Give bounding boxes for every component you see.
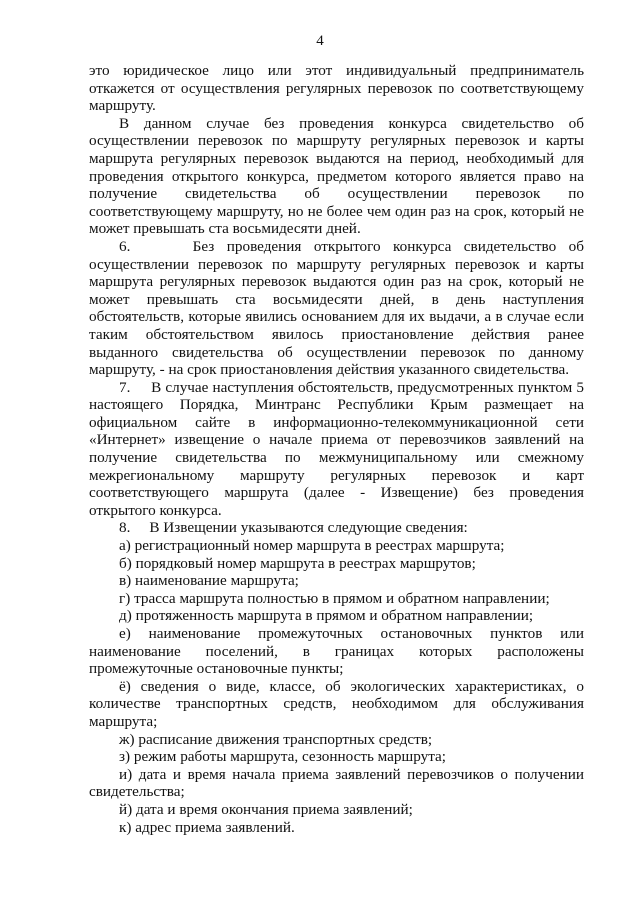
list-item-zh: ж) расписание движения транспортных средств; [119,730,433,748]
list-item-k: к) адрес приема заявлений. [119,818,295,836]
paragraph-item-8: 8. В Извещении указываются следующие сведения: [119,519,468,537]
list-item-z: з) режим работы маршрута, сезонность маршрута; [119,748,446,766]
list-item-i: и) дата и время начала приема заявлений перевозчиков о получении свидетельства; [89,765,584,801]
list-item-d: д) протяженность маршрута в прямом и обратном направлении; [119,607,534,625]
list-item-b: б) порядковый номер маршрута в реестрах маршрутов; [119,554,476,572]
paragraph-no-contest-certificate: В данном случае без проведения конкурса свидетельство об осуществлении перевозок по маршруту регулярных перевозок и карты маршрута регулярных перевозок выдаются на период, необходимый для проведения открытого конкурса, предметом которого является право на получение свидетельства об осуществлении перевозок по соответствующему маршруту, но не более чем один раз на срок, который не может превышать ста восьмидесяти дней. [89,114,584,238]
page-number: 4 [316,33,324,49]
list-item-e: е) наименование промежуточных остановочных пунктов или наименование поселений, в границах которых расположены промежуточные остановочные пункты; [89,625,584,678]
paragraph-continuation: это юридическое лицо или этот индивидуальный предприниматель откажется от осуществления регулярных перевозок по соответствующему маршруту. [89,62,584,115]
list-item-a: а) регистрационный номер маршрута в реестрах маршрута; [119,537,505,555]
list-item-v: в) наименование маршрута; [119,572,299,590]
paragraph-item-7: 7. В случае наступления обстоятельств, предусмотренных пунктом 5 настоящего Порядка, Минтранс Республики Крым размещает на официальном сайте в информационно-телекоммуникационной сети «Интернет» извещение о начале приема от перевозчиков заявлений на получение свидетельства по межмуниципальному или смежному межрегиональному маршруту регулярных перевозок и карт соответствующего маршрута (далее - Извещение) без проведения открытого конкурса. [89,378,584,519]
list-item-g: г) трасса маршрута полностью в прямом и обратном направлении; [119,589,550,607]
list-item-yo: ё) сведения о виде, классе, об экологических характеристиках, о количестве транспортных средств, необходимом для обслуживания маршрута; [89,677,584,730]
list-item-iy: й) дата и время окончания приема заявлений; [119,800,413,818]
paragraph-item-6: 6. Без проведения открытого конкурса свидетельство об осуществлении перевозок по маршруту регулярных перевозок и карты маршрута регулярных перевозок выдаются один раз на срок, который не может превышать ста восьмидесяти дней, в день наступления обстоятельств, которые явились основанием для их выдачи, а в случае если таким обстоятельством явилось приостановление действия ранее выданного свидетельства об осуществлении перевозок по данному маршруту, - на срок приостановления действия указанного свидетельства. [89,237,584,379]
document-body [89,62,584,836]
